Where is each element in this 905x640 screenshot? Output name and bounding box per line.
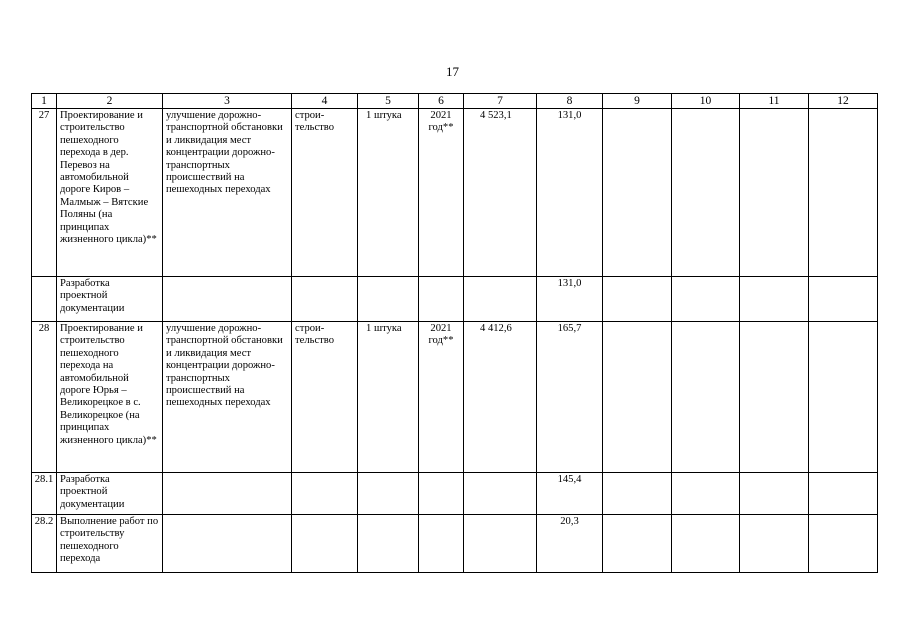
goal-cell: улучшение дорожно-транспортной обстановки и ликвидация мест концентрации дорожно-транспортных происшествий на пешеходных переходах [163, 322, 292, 473]
empty-cell [603, 109, 672, 277]
capacity-cell: 1 штука [358, 322, 419, 473]
object-name: Проектирование и строительство пешеходного перехода на автомобильной дороге Юрья – Великорецкое в с. Великорецкое (на принципах жизненного цикла)** [57, 322, 163, 473]
cost-cell: 4 412,6 [464, 322, 537, 473]
table-row [32, 515, 878, 573]
empty-cell [740, 109, 809, 277]
column-number-row [32, 94, 878, 109]
column-header: 10 [672, 94, 740, 109]
empty-cell [740, 322, 809, 473]
year-cell [419, 515, 464, 573]
year-cell [419, 473, 464, 515]
row-number: 28 [32, 322, 57, 473]
column-header: 3 [163, 94, 292, 109]
column-header: 4 [292, 94, 358, 109]
object-name: Выполнение работ по строительству пешеходного перехода [57, 515, 163, 573]
column-header: 2 [57, 94, 163, 109]
capacity-cell [358, 515, 419, 573]
capacity-cell [358, 473, 419, 515]
object-name: Разработка проектной документации [57, 277, 163, 322]
value-cell: 20,3 [537, 515, 603, 573]
empty-cell [740, 277, 809, 322]
empty-cell [809, 109, 878, 277]
goal-cell [163, 277, 292, 322]
year-cell [419, 277, 464, 322]
cost-cell [464, 515, 537, 573]
empty-cell [809, 515, 878, 573]
column-header: 9 [603, 94, 672, 109]
column-header: 5 [358, 94, 419, 109]
empty-cell [740, 473, 809, 515]
year-cell: 2021 год** [419, 109, 464, 277]
row-number: 28.2 [32, 515, 57, 573]
empty-cell [603, 322, 672, 473]
capacity-cell: 1 штука [358, 109, 419, 277]
empty-cell [740, 515, 809, 573]
cost-cell [464, 277, 537, 322]
row-number: 28.1 [32, 473, 57, 515]
year-cell: 2021 год** [419, 322, 464, 473]
empty-cell [672, 515, 740, 573]
empty-cell [672, 277, 740, 322]
value-cell: 131,0 [537, 277, 603, 322]
object-name: Проектирование и строительство пешеходного перехода в дер. Перевоз на автомобильной дороге Киров – Малмыж – Вятские Поляны (на принципах жизненного цикла)** [57, 109, 163, 277]
value-cell: 165,7 [537, 322, 603, 473]
goal-cell: улучшение дорожно-транспортной обстановки и ликвидация мест концентрации дорожно-транспортных происшествий на пешеходных переходах [163, 109, 292, 277]
table-row [32, 109, 878, 277]
row-number [32, 277, 57, 322]
work-type-cell: строи-тельство [292, 109, 358, 277]
empty-cell [603, 473, 672, 515]
empty-cell [809, 277, 878, 322]
work-type-cell [292, 515, 358, 573]
row-number: 27 [32, 109, 57, 277]
column-header: 11 [740, 94, 809, 109]
page-number: 17 [446, 64, 459, 79]
column-header: 6 [419, 94, 464, 109]
table-row [32, 322, 878, 473]
empty-cell [603, 277, 672, 322]
cost-cell: 4 523,1 [464, 109, 537, 277]
work-type-cell: строи-тельство [292, 322, 358, 473]
empty-cell [809, 322, 878, 473]
value-cell: 131,0 [537, 109, 603, 277]
empty-cell [809, 473, 878, 515]
empty-cell [603, 515, 672, 573]
work-type-cell [292, 473, 358, 515]
capacity-cell [358, 277, 419, 322]
table-row [32, 473, 878, 515]
goal-cell [163, 515, 292, 573]
cost-cell [464, 473, 537, 515]
work-type-cell [292, 277, 358, 322]
column-header: 8 [537, 94, 603, 109]
table-row [32, 277, 878, 322]
empty-cell [672, 109, 740, 277]
column-header: 1 [32, 94, 57, 109]
column-header: 7 [464, 94, 537, 109]
column-header: 12 [809, 94, 878, 109]
empty-cell [672, 473, 740, 515]
empty-cell [672, 322, 740, 473]
investment-table [31, 93, 878, 573]
value-cell: 145,4 [537, 473, 603, 515]
goal-cell [163, 473, 292, 515]
object-name: Разработка проектной документации [57, 473, 163, 515]
